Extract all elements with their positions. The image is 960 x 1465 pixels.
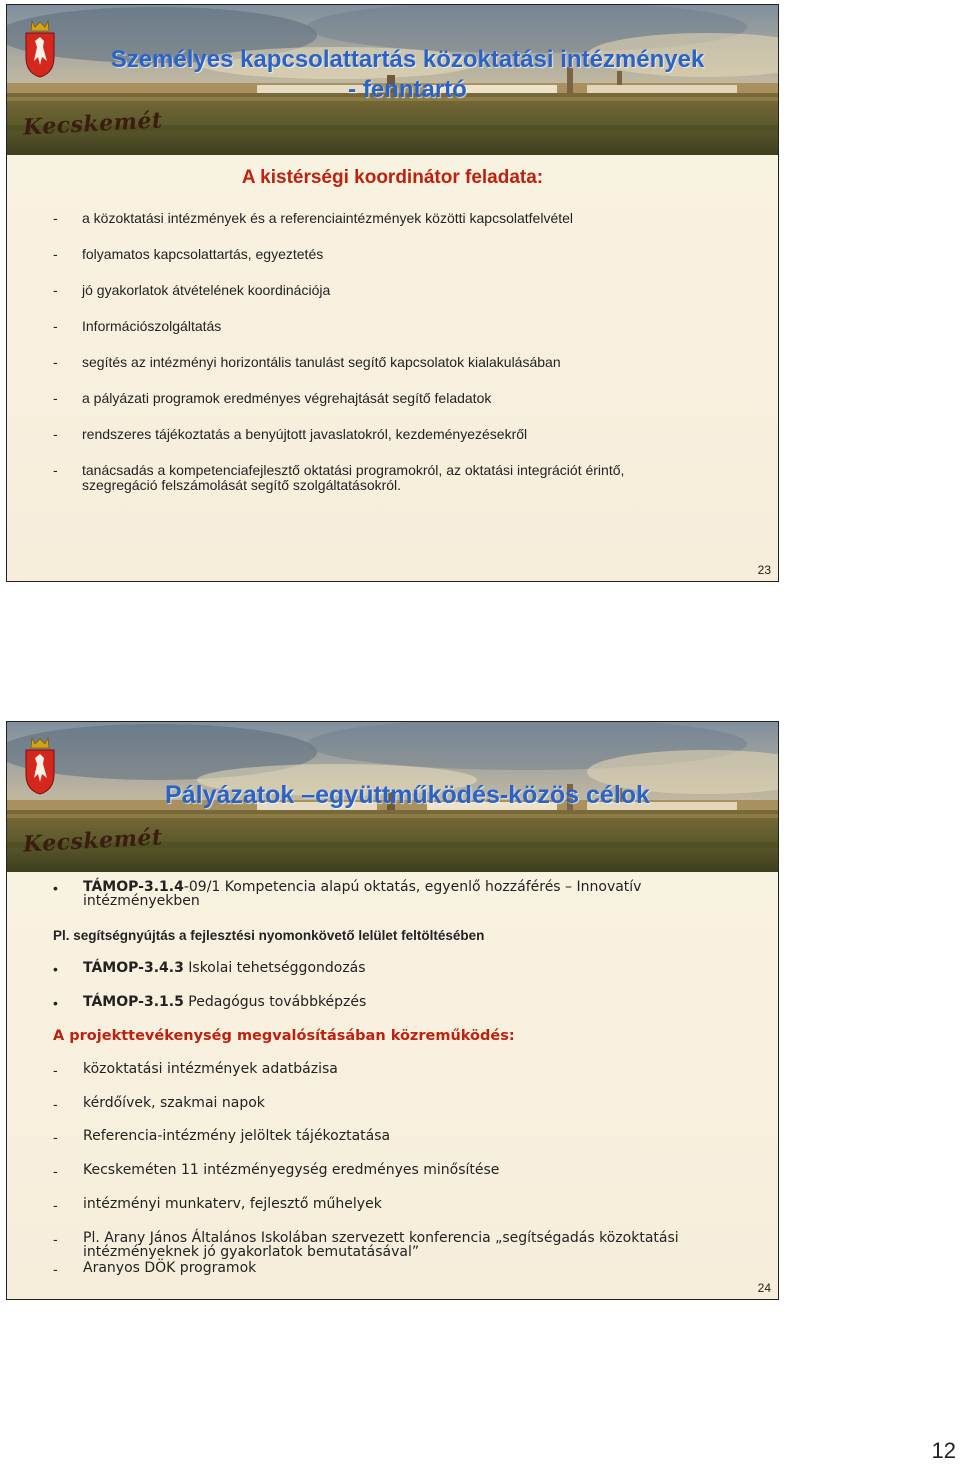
program-item: • TÁMOP-3.4.3 Iskolai tehetséggondozás [53,960,366,977]
banner-painting [7,5,778,155]
bullet-marker: • [53,961,58,977]
list-item: - Információszolgáltatás [53,318,222,334]
slide-title: Személyes kapcsolattartás közoktatási intézmények - fenntartó [110,46,705,103]
list-item: - jó gyakorlatok átvételének koordinációja [53,282,331,298]
dash-marker: - [53,390,58,406]
program-item: • TÁMOP-3.1.5 Pedagógus továbbképzés [53,994,367,1011]
dash-marker: - [53,1163,58,1179]
list-item: - a pályázati programok eredményes végrehajtását segítő feladatok [53,390,492,406]
list-item: - segítés az intézményi horizontális tanulást segítő kapcsolatok kialakulásában [53,354,561,370]
banner-painting [7,722,778,872]
dash-marker: - [53,246,58,262]
slide-subtitle: A kistérségi koordinátor feladata: [241,167,544,188]
dash-marker: - [53,426,58,442]
activity-item: - Referencia-intézmény jelöltek tájékoztatása [53,1128,391,1145]
dash-marker: - [53,1129,58,1145]
dash-marker: - [53,1261,58,1277]
section-heading: A projekttevékenység megvalósításában közreműködés: [53,1028,515,1044]
bullet-marker: • [53,995,58,1011]
dash-marker: - [53,282,58,298]
coat-of-arms-icon [23,734,57,796]
dash-marker: - [53,462,58,478]
document-page-number: 12 [931,1438,956,1463]
list-item: - a közoktatási intézmények és a referenciaintézmények közötti kapcsolatfelvétel [53,210,574,226]
slide-page-number: 23 [757,563,771,577]
slide-page-number: 24 [757,1281,771,1295]
slide-23 [6,4,779,582]
activity-item: - közoktatási intézmények adatbázisa [53,1061,338,1078]
dash-marker: - [53,1096,58,1112]
dash-marker: - [53,1231,58,1247]
activity-item: - Kecskeméten 11 intézményegység eredményes minősítése [53,1162,500,1179]
slide-24 [6,721,779,1300]
slide-title: Pályázatok –együttműködés-közös célok [165,781,650,809]
list-item: - folyamatos kapcsolattartás, egyeztetés [53,246,324,262]
program-note: Pl. segítségnyújtás a fejlesztési nyomonkövető lelület feltöltésében [53,928,485,943]
list-item: - tanácsadás a kompetenciafejlesztő oktatási programokról, az oktatási integrációt érintő, szegregáció felszámolását segítő szolgáltatásokról. [53,462,625,493]
list-item: - rendszeres tájékoztatás a benyújtott javaslatokról, kezdeményezésekről [53,426,528,442]
program-item: • TÁMOP-3.1.4-09/1 Kompetencia alapú oktatás, egyenlő hozzáférés – Innovatív intézményekben [53,879,642,909]
activity-item: - Pl. Arany János Általános Iskolában szervezett konferencia „segítségadás közoktatási intézményeknek jó gyakorlatok bemutatásával” [53,1230,679,1260]
kecskemet-signature: Kecskemét [22,107,164,141]
dash-marker: - [53,354,58,370]
coat-of-arms-icon [23,17,57,79]
dash-marker: - [53,318,58,334]
dash-marker: - [53,210,58,226]
coordinator-task-list [53,211,758,493]
kecskemet-signature: Kecskemét [22,824,164,858]
activity-item: - intézményi munkaterv, fejlesztő műhelyek [53,1196,382,1213]
bullet-marker: • [53,880,58,896]
dash-marker: - [53,1197,58,1213]
dash-marker: - [53,1062,58,1078]
activity-item: - Aranyos DÖK programok [53,1260,257,1277]
activity-item: - kérdőívek, szakmai napok [53,1095,265,1112]
